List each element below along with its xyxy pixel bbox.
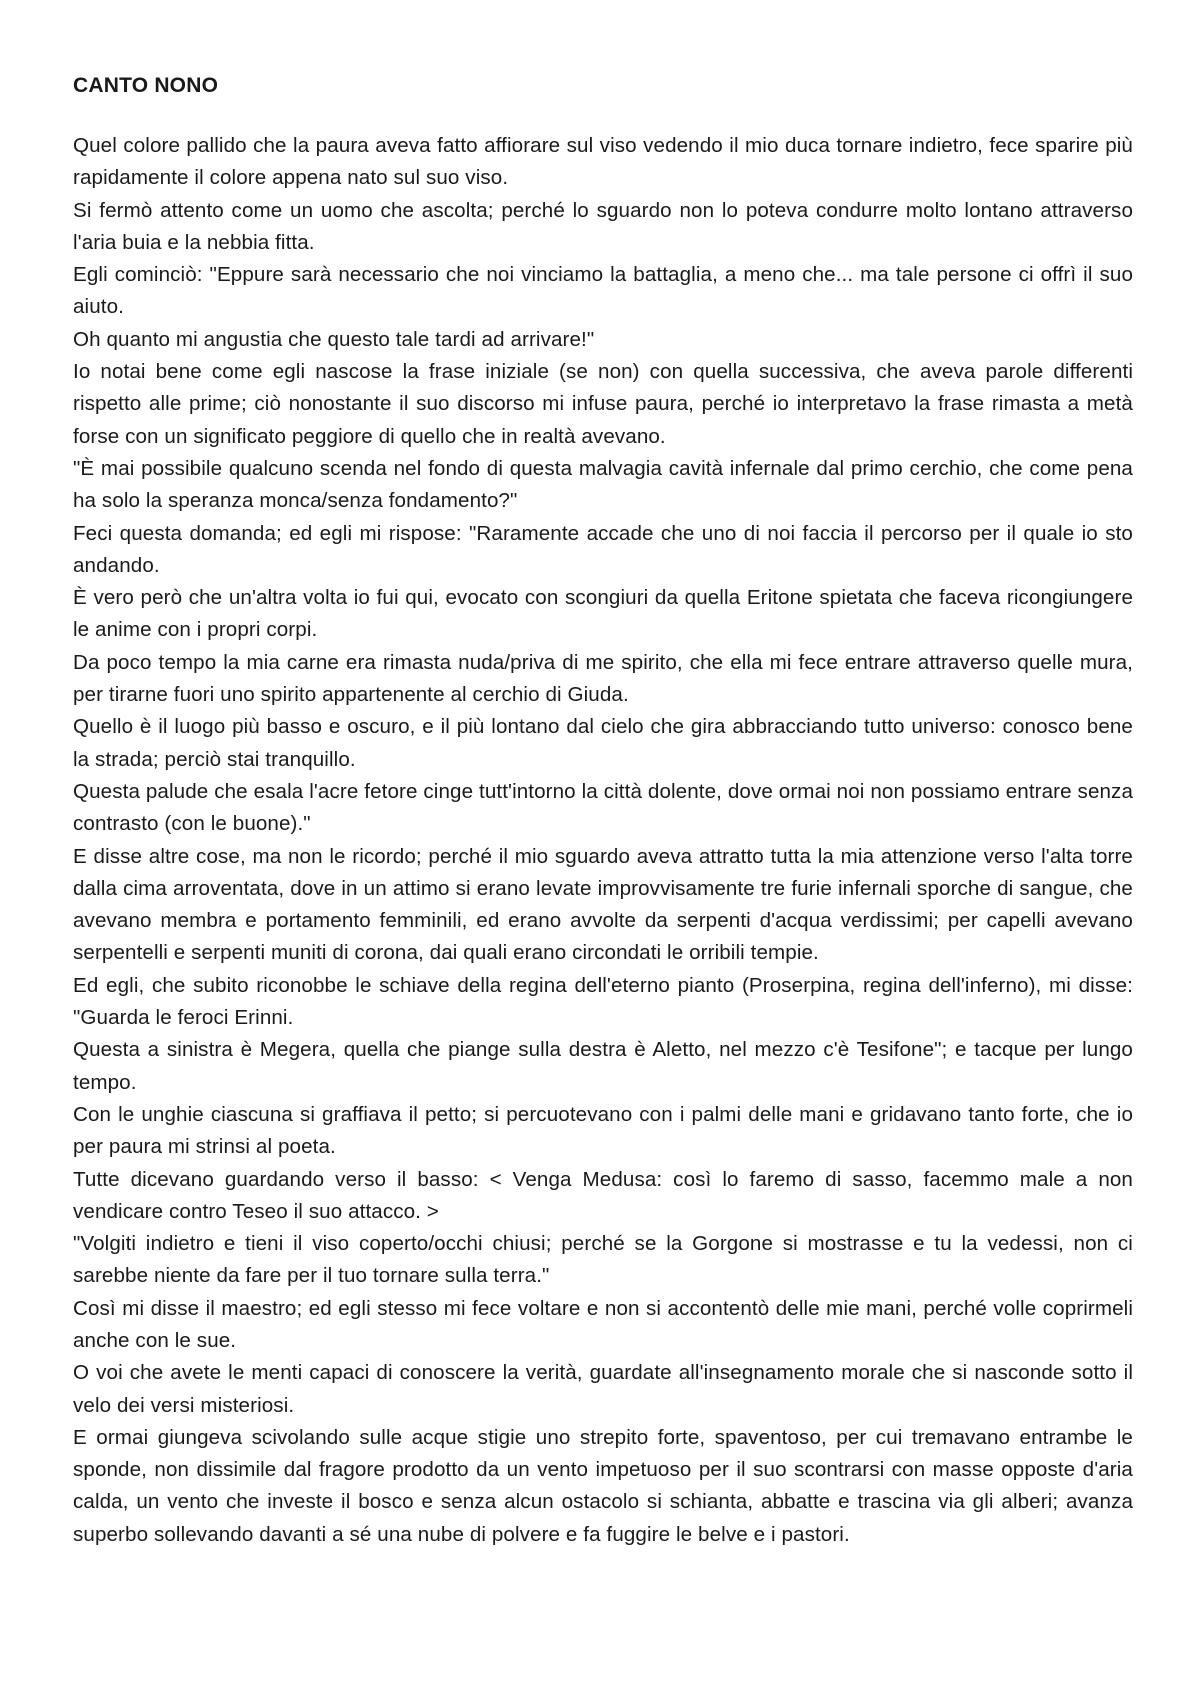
paragraph-18: Così mi disse il maestro; ed egli stesso mi fece voltare e non si accontentò delle mie mani, perché volle coprirmeli anche con le sue. (73, 1296, 1133, 1352)
paragraph-3: Egli cominciò: "Eppure sarà necessario che noi vinciamo la battaglia, a meno che... ma tale persone ci offrì il suo aiuto. (73, 263, 1133, 319)
paragraph-16: Tutte dicevano guardando verso il basso: < Venga Medusa: così lo faremo di sasso, facemmo male a non vendicare contro Teseo il suo attacco. > (73, 1167, 1133, 1223)
paragraph-5: Io notai bene come egli nascose la frase iniziale (se non) con quella successiva, che aveva parole differenti rispetto alle prime; ciò nonostante il suo discorso mi infuse paura, perché io interpretavo la frase rimasta a metà forse con un significato peggiore di quello che in realtà avevano. (73, 360, 1133, 448)
paragraph-4: Oh quanto mi angustia che questo tale tardi ad arrivare!" (73, 327, 595, 351)
paragraph-20: E ormai giungeva scivolando sulle acque stigie uno strepito forte, spaventoso, per cui tremavano entrambe le sponde, non dissimile dal fragore prodotto da un vento impetuoso per il suo scontrarsi con masse opposte d'aria calda, un vento che investe il bosco e senza alcun ostacolo si schianta, abbatte e trascina via gli alberi; avanza superbo sollevando davanti a sé una nube di polvere e fa fuggire le belve e i pastori. (73, 1425, 1133, 1546)
document-body (73, 130, 1133, 1551)
paragraph-7: Feci questa domanda; ed egli mi rispose: "Raramente accade che uno di noi faccia il percorso per il quale io sto andando. (73, 521, 1133, 577)
paragraph-17: "Volgiti indietro e tieni il viso coperto/occhi chiusi; perché se la Gorgone si mostrasse e tu la vedessi, non ci sarebbe niente da fare per il tuo tornare sulla terra." (73, 1232, 1133, 1288)
paragraph-19: O voi che avete le menti capaci di conoscere la verità, guardate all'insegnamento morale che si nasconde sotto il velo dei versi misteriosi. (73, 1361, 1133, 1417)
paragraph-12: E disse altre cose, ma non le ricordo; perché il mio sguardo aveva attratto tutta la mia attenzione verso l'alta torre dalla cima arroventata, dove in un attimo si erano levate improvvisamente tre furie infernali sporche di sangue, che avevano membra e portamento femminili, ed erano avvolte da serpenti d'acqua verdissimi; per capelli avevano serpentelli e serpenti muniti di corona, dai quali erano circondati le orribili tempie. (73, 844, 1133, 965)
document-title: CANTO NONO (73, 74, 219, 97)
paragraph-1: Quel colore pallido che la paura aveva fatto affiorare sul viso vedendo il mio duca tornare indietro, fece sparire più rapidamente il colore appena nato sul suo viso. (73, 134, 1133, 190)
paragraph-11: Questa palude che esala l'acre fetore cinge tutt'intorno la città dolente, dove ormai noi non possiamo entrare senza contrasto (con le buone)." (73, 779, 1133, 836)
paragraph-6: "È mai possibile qualcuno scenda nel fondo di questa malvagia cavità infernale dal primo cerchio, che come pena ha solo la speranza monca/senza fondamento?" (73, 456, 1133, 513)
paragraph-13: Ed egli, che subito riconobbe le schiave della regina dell'eterno pianto (Proserpina, regina dell'inferno), mi disse: "Guarda le feroci Erinni. (73, 973, 1133, 1030)
document-page (73, 74, 1133, 1551)
paragraph-8: È vero però che un'altra volta io fui qui, evocato con scongiuri da quella Eritone spietata che faceva ricongiungere le anime con i propri corpi. (73, 586, 1133, 642)
paragraph-9: Da poco tempo la mia carne era rimasta nuda/priva di me spirito, che ella mi fece entrare attraverso quelle mura, per tirarne fuori uno spirito appartenente al cerchio di Giuda. (73, 650, 1133, 707)
paragraph-10: Quello è il luogo più basso e oscuro, e il più lontano dal cielo che gira abbracciando tutto universo: conosco bene la strada; perciò stai tranquillo. (73, 715, 1133, 771)
paragraph-15: Con le unghie ciascuna si graffiava il petto; si percuotevano con i palmi delle mani e gridavano tanto forte, che io per paura mi strinsi al poeta. (73, 1102, 1133, 1159)
paragraph-2: Si fermò attento come un uomo che ascolta; perché lo sguardo non lo poteva condurre molto lontano attraverso l'aria buia e la nebbia fitta. (73, 198, 1133, 254)
paragraph-14: Questa a sinistra è Megera, quella che piange sulla destra è Aletto, nel mezzo c'è Tesifone"; e tacque per lungo tempo. (73, 1038, 1133, 1094)
